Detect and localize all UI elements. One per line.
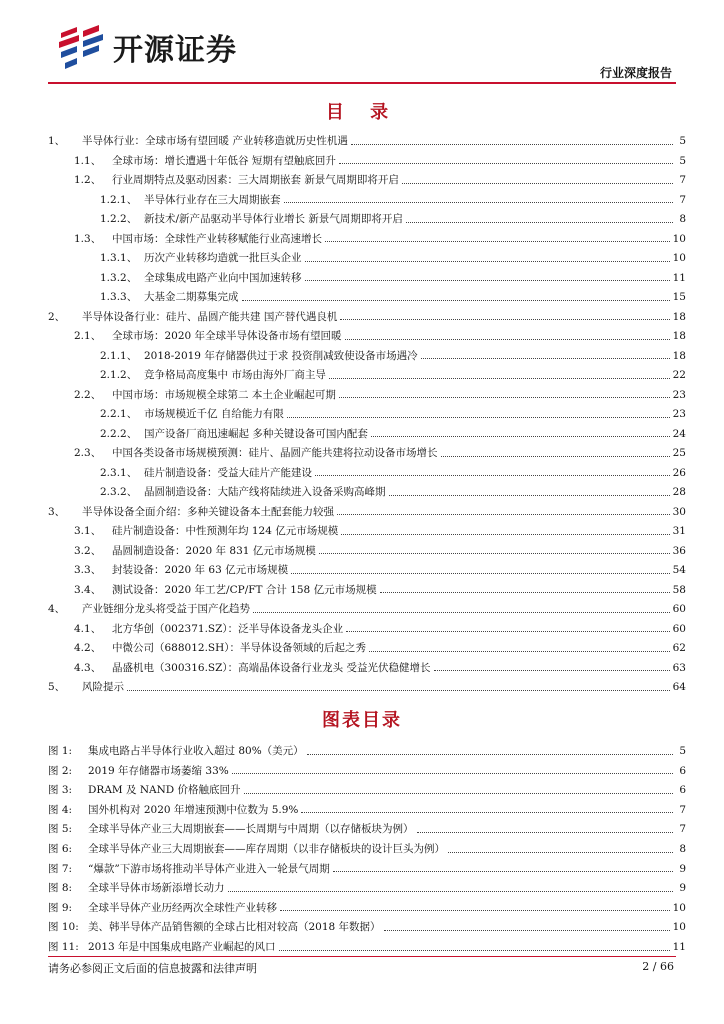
toc-entry-leader <box>340 319 669 320</box>
toc-entry[interactable] <box>48 556 686 576</box>
toc-entry-leader <box>337 514 670 515</box>
figures-entry[interactable] <box>48 855 686 875</box>
figures-entry-num: 图 4: <box>48 803 73 816</box>
toc-entry-num: 4.3、 <box>74 661 102 674</box>
toc-entry-page: 64 <box>672 681 686 693</box>
toc-entry[interactable] <box>48 673 686 693</box>
toc-entry-num: 1.2.1、 <box>100 193 138 206</box>
figures-entry-leader <box>307 754 673 755</box>
toc-entry[interactable] <box>48 361 686 381</box>
toc-entry-leader <box>389 495 670 496</box>
figures-entry[interactable] <box>48 796 686 816</box>
toc-entry-num: 1.3.1、 <box>100 252 138 264</box>
figures-entry-title: 全球半导体产业三大周期嵌套——长周期与中周期（以存储板块为例） <box>88 823 414 836</box>
toc-entry-leader <box>434 670 670 671</box>
figures-entry-leader <box>228 891 674 892</box>
toc-entry-page: 10 <box>672 252 686 264</box>
figures-entry-leader <box>417 832 674 833</box>
toc-entry-num: 3.2、 <box>74 544 102 557</box>
figures-entry-leader <box>280 910 670 911</box>
toc-entry-leader <box>341 534 669 535</box>
toc-entry-num: 2.1.2、 <box>100 369 138 381</box>
figures-entry-title: 2019 年存储器市场萎缩 33% <box>88 764 229 777</box>
toc-entry-page: 18 <box>672 349 686 362</box>
toc-entry-num: 2.1.1、 <box>100 349 138 362</box>
figures-entry-title: 集成电路占半导体行业收入超过 80%（美元） <box>88 745 304 758</box>
figures-entry[interactable] <box>48 815 686 835</box>
toc-entry-title: 新技术/新产品驱动半导体行业增长 新景气周期即将开启 <box>144 213 403 225</box>
figures-entry-page: 9 <box>679 862 686 875</box>
toc-entry-title: 晶圆制造设备：2020 年 831 亿元市场规模 <box>112 544 316 557</box>
toc-entry-page: 28 <box>672 486 686 498</box>
toc-entry-title: 国产设备厂商迅速崛起 多种关键设备可国内配套 <box>144 427 368 440</box>
toc-entry-num: 1.3.2、 <box>100 271 138 284</box>
toc-entry-title: 半导体行业：全球市场有望回暖 产业转移造就历史性机遇 <box>82 135 348 147</box>
toc-entry-page: 30 <box>672 505 686 518</box>
toc-entry-page: 11 <box>672 271 686 284</box>
toc-entry-num: 1.2、 <box>74 174 102 186</box>
figures-entry-num: 图 9: <box>48 901 73 914</box>
toc-entry-page: 24 <box>672 427 686 440</box>
toc-entry[interactable] <box>48 342 686 362</box>
figures-entry-num: 图 5: <box>48 823 73 836</box>
toc-entry[interactable] <box>48 478 686 498</box>
toc-entry-leader <box>287 417 670 418</box>
toc-entry-title: 大基金二期募集完成 <box>144 291 239 303</box>
toc-entry-num: 3.1、 <box>74 525 102 537</box>
figures-entry-title: 2013 年是中国集成电路产业崛起的风口 <box>88 941 276 954</box>
figures-entry-title: 全球半导体市场新添增长动力 <box>88 882 225 895</box>
figures-entry[interactable] <box>48 776 686 796</box>
toc-title: 目 录 <box>325 102 399 123</box>
toc-entry[interactable] <box>48 654 686 674</box>
toc-entry-page: 18 <box>672 310 686 323</box>
toc-entry[interactable] <box>48 244 686 264</box>
toc-entry-title: 晶圆制造设备：大陆产线将陆续进入设备采购高峰期 <box>144 486 386 498</box>
toc-entry-num: 2.3、 <box>74 447 102 459</box>
figures-entry-num: 图 7: <box>48 862 73 875</box>
figures-entry-page: 5 <box>679 745 686 758</box>
figures-entry-page: 8 <box>679 843 686 856</box>
toc-entry-title: 封装设备：2020 年 63 亿元市场规模 <box>112 564 289 576</box>
toc-entry-title: 全球市场：2020 年全球半导体设备市场有望回暖 <box>112 330 342 342</box>
toc-entry[interactable] <box>48 303 686 323</box>
toc-entry-page: 8 <box>679 213 686 225</box>
toc-entry-leader <box>380 592 670 593</box>
figures-entry[interactable] <box>48 835 686 855</box>
toc-entry[interactable] <box>48 205 686 225</box>
figures-entry-page: 11 <box>672 941 686 954</box>
toc-entry-page: 5 <box>679 135 686 147</box>
figures-title: 图表目录 <box>322 710 402 731</box>
figures-entry[interactable] <box>48 737 686 757</box>
toc-entry-title: 竞争格局高度集中 市场由海外厂商主导 <box>144 369 326 381</box>
figures-entry[interactable] <box>48 894 686 914</box>
toc-entry-title: 风险提示 <box>82 681 124 693</box>
toc-entry[interactable] <box>48 498 686 518</box>
toc-entry[interactable] <box>48 186 686 206</box>
toc-entry[interactable] <box>48 400 686 420</box>
figures-entry-page: 10 <box>672 921 686 934</box>
toc-entry[interactable] <box>48 576 686 596</box>
toc-entry-title: 中国市场：全球性产业转移赋能行业高速增长 <box>112 232 322 245</box>
toc-entry-leader <box>242 300 670 301</box>
footer-disclaimer: 请务必参阅正文后面的信息披露和法律声明 <box>48 962 257 975</box>
toc-entry[interactable] <box>48 264 686 284</box>
page-indicator: 2 / 66 <box>642 960 674 973</box>
toc-entry-page: 26 <box>672 466 686 479</box>
figures-entry[interactable] <box>48 933 686 953</box>
toc-entry[interactable] <box>48 420 686 440</box>
figures-entry-title: 国外机构对 2020 年增速预测中位数为 5.9% <box>88 803 299 816</box>
toc-entry-title: 全球集成电路产业向中国加速转移 <box>144 271 302 284</box>
toc-entry[interactable] <box>48 459 686 479</box>
toc-entry[interactable] <box>48 634 686 654</box>
figures-entry-num: 图 10: <box>48 921 79 934</box>
figures-entry[interactable] <box>48 874 686 894</box>
figures-entry-leader <box>301 812 673 813</box>
toc-entry-num: 2.3.1、 <box>100 466 138 479</box>
figures-entry-leader <box>232 773 673 774</box>
toc-entry-page: 58 <box>672 583 686 596</box>
toc-entry[interactable] <box>48 381 686 401</box>
toc-entry-page: 15 <box>672 291 686 303</box>
toc-entry-leader <box>371 436 670 437</box>
toc-entry-leader <box>305 280 670 281</box>
toc-entry-page: 36 <box>672 544 686 557</box>
figures-entry-page: 6 <box>679 784 686 797</box>
toc-entry-num: 4、 <box>48 603 66 615</box>
figures-entry-title: 全球半导体产业三大周期嵌套——库存周期（以非存储板块的设计巨头为例） <box>88 843 445 856</box>
toc-entry-title: 历次产业转移均造就一批巨头企业 <box>144 252 302 264</box>
toc-entry-num: 1、 <box>48 135 66 147</box>
figures-entry-page: 6 <box>679 764 686 777</box>
toc-entry[interactable] <box>48 166 686 186</box>
toc-entry-page: 23 <box>672 408 686 420</box>
toc-entry-num: 2、 <box>48 310 66 323</box>
toc-entry-title: 全球市场：增长遭遇十年低谷 短期有望触底回升 <box>112 154 336 167</box>
toc-list <box>48 127 686 693</box>
toc-entry-title: 半导体行业存在三大周期嵌套 <box>144 193 281 206</box>
toc-entry-num: 2.2.2、 <box>100 427 138 440</box>
toc-entry-num: 1.3、 <box>74 232 102 245</box>
figures-entry-num: 图 1: <box>48 745 73 758</box>
toc-entry-page: 31 <box>672 525 686 537</box>
figures-entry-title: DRAM 及 NAND 价格触底回升 <box>88 784 241 797</box>
toc-entry-title: 中微公司（688012.SH）：半导体设备领域的后起之秀 <box>112 642 367 654</box>
toc-entry[interactable] <box>48 322 686 342</box>
figures-entry-leader <box>448 852 673 853</box>
figures-entry-page: 10 <box>672 901 686 914</box>
figures-entry-page: 7 <box>679 823 686 836</box>
figures-entry-leader <box>333 871 673 872</box>
figures-list <box>48 737 686 953</box>
toc-entry-leader <box>253 612 670 613</box>
figures-entry-page: 7 <box>679 803 686 816</box>
figures-entry-page: 9 <box>679 882 686 895</box>
toc-entry-leader <box>325 241 670 242</box>
toc-entry-leader <box>369 651 670 652</box>
toc-entry-num: 3.4、 <box>74 583 102 596</box>
toc-entry-title: 中国市场：市场规模全球第二 本土企业崛起可期 <box>112 388 336 401</box>
figures-entry-leader <box>279 950 670 951</box>
toc-entry-leader <box>402 183 673 184</box>
toc-entry-title: 中国各类设备市场规模预测：硅片、晶圆产能共建将拉动设备市场增长 <box>112 447 438 459</box>
figures-entry[interactable] <box>48 757 686 777</box>
figures-entry-num: 图 11: <box>48 941 79 954</box>
toc-entry[interactable] <box>48 615 686 635</box>
toc-entry-page: 7 <box>679 193 686 206</box>
toc-entry-page: 23 <box>672 388 686 401</box>
toc-entry-num: 2.3.2、 <box>100 486 138 498</box>
toc-entry[interactable] <box>48 439 686 459</box>
figures-entry-num: 图 2: <box>48 764 73 777</box>
toc-entry[interactable] <box>48 517 686 537</box>
toc-entry-page: 25 <box>672 447 686 459</box>
logo-icon <box>55 23 107 71</box>
toc-entry-page: 18 <box>672 330 686 342</box>
toc-entry-page: 63 <box>672 661 686 674</box>
toc-entry-page: 7 <box>679 174 686 186</box>
company-name: 开源证券 <box>113 33 237 68</box>
toc-entry-page: 54 <box>672 564 686 576</box>
toc-entry-page: 22 <box>672 369 686 381</box>
report-type-label: 行业深度报告 <box>599 66 672 80</box>
toc-entry[interactable] <box>48 225 686 245</box>
figures-entry-num: 图 6: <box>48 843 73 856</box>
figures-entry-leader <box>384 930 670 931</box>
toc-entry-leader <box>351 144 673 145</box>
toc-entry-page: 10 <box>672 232 686 245</box>
toc-entry-title: 市场规模近千亿 自给能力有限 <box>144 408 284 420</box>
toc-entry-num: 2.2.1、 <box>100 408 138 420</box>
toc-entry-title: 测试设备：2020 年工艺/CP/FT 合计 158 亿元市场规模 <box>112 583 377 596</box>
toc-entry-num: 2.1、 <box>74 330 102 342</box>
footer-divider <box>48 956 676 957</box>
toc-entry-num: 4.2、 <box>74 642 102 654</box>
toc-entry-title: 半导体设备全面介绍：多种关键设备本土配套能力较强 <box>82 505 334 518</box>
toc-entry-leader <box>291 573 670 574</box>
company-logo <box>55 22 237 72</box>
toc-entry[interactable] <box>48 147 686 167</box>
toc-entry-leader <box>319 553 670 554</box>
toc-entry[interactable] <box>48 127 686 147</box>
toc-entry-title: 行业周期特点及驱动因素：三大周期嵌套 新景气周期即将开启 <box>112 174 399 186</box>
toc-entry-title: 晶盛机电（300316.SZ）：高端晶体设备行业龙头 受益光伏稳健增长 <box>112 661 431 674</box>
toc-entry-title: 北方华创（002371.SZ）：泛半导体设备龙头企业 <box>112 622 344 635</box>
header-divider <box>48 82 676 84</box>
toc-entry-leader <box>421 358 670 359</box>
toc-entry-leader <box>127 690 670 691</box>
toc-entry-page: 60 <box>672 622 686 635</box>
toc-entry-num: 1.1、 <box>74 154 102 167</box>
figures-entry-title: 美、韩半导体产品销售额的全球占比相对较高（2018 年数据） <box>88 921 381 934</box>
toc-entry[interactable] <box>48 283 686 303</box>
toc-entry-title: 硅片制造设备：中性预测年均 124 亿元市场规模 <box>112 525 339 537</box>
toc-entry-title: 半导体设备行业：硅片、晶圆产能共建 国产替代遇良机 <box>82 310 338 323</box>
toc-entry-num: 2.2、 <box>74 388 102 401</box>
figures-entry-title: “爆款”下游市场将推动半导体产业进入一轮景气周期 <box>88 862 330 875</box>
toc-entry-num: 3、 <box>48 505 66 518</box>
toc-entry-leader <box>345 339 670 340</box>
toc-entry-leader <box>339 163 673 164</box>
toc-entry-title: 2018-2019 年存储器供过于求 投资削减致使设备市场遇冷 <box>144 349 418 362</box>
figures-entry-title: 全球半导体产业历经两次全球性产业转移 <box>88 901 277 914</box>
figures-entry-num: 图 8: <box>48 882 73 895</box>
toc-entry-title: 产业链细分龙头将受益于国产化趋势 <box>82 603 250 615</box>
toc-entry-num: 1.2.2、 <box>100 213 138 225</box>
figures-entry[interactable] <box>48 913 686 933</box>
toc-entry-leader <box>406 222 673 223</box>
toc-entry-num: 4.1、 <box>74 622 102 635</box>
figures-entry-num: 图 3: <box>48 784 73 797</box>
toc-entry-leader <box>441 456 670 457</box>
toc-entry-leader <box>346 631 669 632</box>
figures-entry-leader <box>244 793 673 794</box>
toc-entry-page: 5 <box>679 154 686 167</box>
toc-entry-num: 5、 <box>48 681 66 693</box>
toc-entry-leader <box>315 475 670 476</box>
toc-entry-page: 60 <box>672 603 686 615</box>
toc-entry-leader <box>339 397 670 398</box>
toc-entry[interactable] <box>48 537 686 557</box>
toc-entry[interactable] <box>48 595 686 615</box>
toc-entry-num: 1.3.3、 <box>100 291 138 303</box>
toc-entry-leader <box>305 261 670 262</box>
toc-entry-leader <box>284 202 674 203</box>
toc-entry-title: 硅片制造设备：受益大硅片产能建设 <box>144 466 312 479</box>
toc-entry-leader <box>329 378 670 379</box>
toc-entry-page: 62 <box>672 642 686 654</box>
toc-entry-num: 3.3、 <box>74 564 102 576</box>
